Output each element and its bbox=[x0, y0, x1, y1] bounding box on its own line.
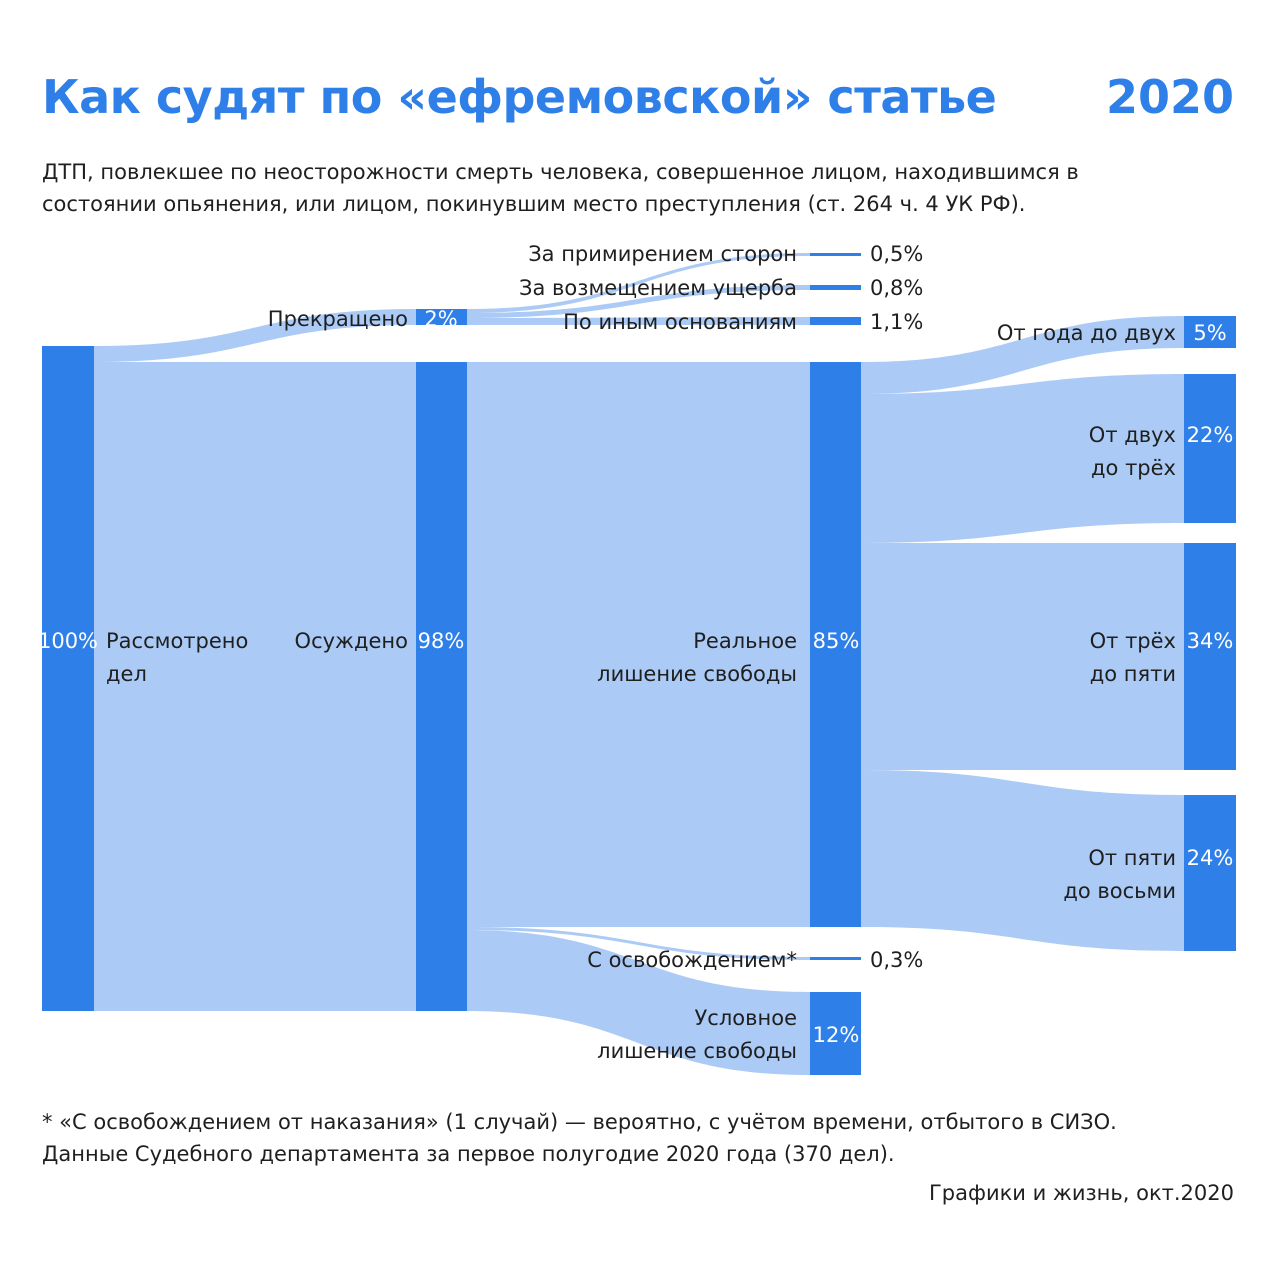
pct-suspended: 12% bbox=[812, 1023, 860, 1047]
label-compensation: За возмещением ущерба bbox=[519, 276, 797, 300]
label-released: С освобождением* bbox=[587, 948, 797, 972]
node-convicted bbox=[416, 362, 467, 1011]
label-other-grounds: По иным основаниям bbox=[563, 310, 797, 334]
node-other-grounds bbox=[810, 317, 861, 325]
subtitle: ДТП, повлекшее по неосторожности смерть человека, совершенное лицом, находившимся в состоянии опьянения, или лицом, покинувшим место преступления (ст. 264 ч. 4 УК РФ). bbox=[42, 160, 1079, 216]
pct-3-5-years: 34% bbox=[1186, 629, 1234, 653]
node-released bbox=[810, 957, 861, 960]
label-2-3-years-line2: до трёх bbox=[1091, 456, 1176, 480]
flow-total-to-convicted bbox=[94, 362, 416, 1011]
pct-real: 85% bbox=[812, 629, 860, 653]
credit: Графики и жизнь, окт.2020 bbox=[928, 1181, 1234, 1205]
node-2-3-years bbox=[1184, 374, 1236, 523]
label-real-line2: лишение свободы bbox=[597, 662, 797, 686]
label-3-5-years-line1: От трёх bbox=[1089, 629, 1176, 653]
label-suspended-line2: лишение свободы bbox=[597, 1039, 797, 1063]
label-suspended-line1: Условное bbox=[694, 1006, 797, 1030]
label-terminated: Прекращено bbox=[267, 307, 408, 331]
footnote-data-source: Данные Судебного департамента за первое полугодие 2020 года (370 дел). bbox=[42, 1142, 895, 1166]
pct-1-2-years: 5% bbox=[1193, 321, 1227, 345]
flow-real-to-3-5-years bbox=[861, 543, 1184, 770]
pct-5-8-years: 24% bbox=[1186, 846, 1234, 870]
pct-released: 0,3% bbox=[870, 948, 924, 972]
label-2-3-years-line1: От двух bbox=[1088, 423, 1176, 447]
node-3-5-years bbox=[1184, 543, 1236, 770]
pct-total: 100% bbox=[37, 629, 99, 653]
node-reconciliation bbox=[810, 253, 861, 256]
label-real-line1: Реальное bbox=[693, 629, 797, 653]
label-3-5-years-line2: до пяти bbox=[1089, 662, 1176, 686]
pct-reconciliation: 0,5% bbox=[870, 242, 924, 266]
node-compensation bbox=[810, 285, 861, 290]
label-5-8-years-line1: От пяти bbox=[1088, 846, 1176, 870]
pct-2-3-years: 22% bbox=[1186, 423, 1234, 447]
page-title: Как судят по «ефремовской» статье bbox=[42, 70, 997, 124]
year-label: 2020 bbox=[1105, 70, 1234, 124]
footnote bbox=[42, 1106, 1242, 1170]
pct-compensation: 0,8% bbox=[870, 276, 924, 300]
label-total-line2: дел bbox=[106, 662, 147, 686]
label-reconciliation: За примирением сторон bbox=[528, 242, 797, 266]
node-5-8-years bbox=[1184, 795, 1236, 951]
pct-terminated: 2% bbox=[424, 307, 458, 331]
footnote-note: * «С освобождением от наказания» (1 случай) — вероятно, с учётом времени, отбытого в СИЗО. bbox=[42, 1110, 1117, 1134]
label-5-8-years-line2: до восьми bbox=[1063, 879, 1176, 903]
label-convicted: Осуждено bbox=[294, 629, 408, 653]
label-total-line1: Рассмотрено bbox=[106, 629, 249, 653]
pct-convicted: 98% bbox=[417, 629, 465, 653]
pct-other-grounds: 1,1% bbox=[870, 310, 924, 334]
node-total bbox=[42, 346, 94, 1011]
label-1-2-years: От года до двух bbox=[996, 321, 1176, 345]
